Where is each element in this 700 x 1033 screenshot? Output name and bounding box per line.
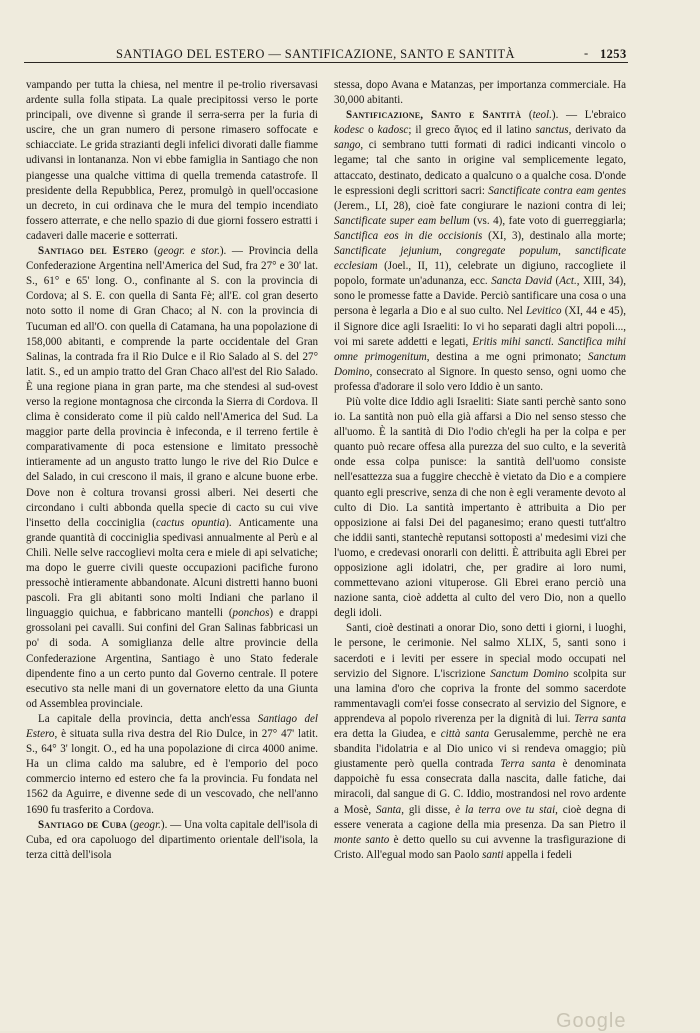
italic-text: Sanctificate contra eam gentes [488,184,626,197]
italic-text: Eritis mihi sancti. Sanctifica mihi omne primogenitum [334,335,626,363]
italic-text: Santa [376,803,402,816]
body-text: Gerusalemme, perchè ne era sbandita l'idolatria e al Dio unico vi si rendeva omaggio; più giustamente però quella contrada [334,728,626,771]
paragraph [26,244,318,712]
italic-text: geogr. e stor. [157,245,220,258]
italic-text: Sanctificate jejunium, congregate populum, sanctificate ecclesiam [334,245,626,273]
italic-text: Levitico [525,305,562,318]
body-text: , ci sembrano tutti formati di radici indicanti vincolo o legame; tal che santo in origine val semplicemente legato, attaccato, destinato, dedicato a qualcuno o a qualche cosa. D'onde le espressioni degli scrittori sacri: [334,139,626,197]
body-text: (Jerem., LI, 28), cioè fate congiurare le nazioni contra di lei; [334,199,626,212]
body-text: è detto quello su cui avvenne la trasfigurazione di Cristo. All'egual modo san Paolo [334,833,626,861]
italic-text: santi [482,848,504,861]
body-text: vampando per tutta la chiesa, nel mentre il pe-trolio riversavasi ardente sulla folla stipata. La quale precipitossi verso le porte principali, ove divenne sì grande il serra-serra per la furia di uscire, che un gran numero di persone rimasero soffocate e schiacciate. Le grida strazianti degli infelici divorati dalle fiamme udivansi in lontananza. Non vi ebbe famiglia in Santiago che non piangesse una qualche vittima di quella tremenda catastrofe. Il presidente della Repubblica, Perez, promulgò in quell'occasione un decreto, in cui ordinava che le mura del tempio incendiato fossero atterrate, e che nello spazio di due giorni fossero estratti i cadaveri dalle macerie e sotterrati. [26,79,318,242]
body-text: (vs. 4), fate voto di guerreggiarla; [469,214,626,227]
body-text: è denominata dappoichè fu essa consecrata dalla nascita, dalle fatiche, dai miracoli, dal sangue di G. C. Iddio, mostrandosi nel rovo ardente a Mosè, [334,758,626,816]
italic-text: Sanctificate super eam bellum [334,214,470,227]
italic-text: città santa [440,728,490,741]
body-text: ( [148,245,158,258]
italic-text: sanctus [535,124,569,137]
italic-text: Sanctum Domino [334,350,627,378]
entry-headword: Santificazione, Santo e Santità [346,109,522,122]
body-text: ). — Provincia della Confederazione Argentina nell'America del Sud, fra 27° e 30' lat. S., 61° e 65' long. O., confinante al S. con la provincia di Cordova; al S. E. con quella di Santa Fè; all'E. col gran deserto noto sotto il nome di Gran Chaco; al N. con la provincia di Tucuman ed all'O. con quella di Catamana, ha una popolazione di 158,000 abitanti, e comprende la parte occidentale del Gran Salinas, la contrada fra il Rio Dulce e il Rio Salado al S. del 27° latit. S., ed un ampio tratto del Gran Chaco all'est del Rio Salado. È una regione piana in gran parte, ma che stendesi al sud-ovest verso la regione montagnosa che circonda la Sierra di Cordova. Il clima è considerato come il più caldo nell'America del Sud. La maggior parte della provincia è infeconda, e il terreno fertile è comparativamente di poca estensione e limitato pressochè intieramente ad un angusto tratto lungo le rive del Rio Dulce e del Salado, in cui crescono il mais, il grano e alcune buone erbe. Dove non è coltura trovansi grossi alberi. Nei deserti che circondano i culti abbonda quella specie di cacto su cui vive l'insetto della cocciniglia ( [26,245,319,529]
body-text: , destina a me ogni primonato; [426,350,588,363]
body-text: Santi, cioè destinati a onorar Dio, sono detti i giorni, i luoghi, le persone, le cerimonie. Nel salmo XLIX, 5, santi sono i sacerdoti e i leviti per essere in special modo occupati nel servizio del Signore. L'iscrizione [334,622,626,680]
italic-text: Santiago del Estero [26,712,318,741]
body-text: , gli disse, [401,803,456,816]
running-dash: - [584,46,589,60]
paragraph [26,712,318,818]
body-text: , cioè degna di essere venerata a cagione della mia presenza. Da san Pietro il [334,803,626,831]
italic-text: Sancta David [491,275,552,288]
body-text: o [364,124,378,137]
body-text: (Joel., II, 11), celebrate un digiuno, raccogliete il popolo, formate un'adunanza, ecc. [334,260,626,288]
body-text: La capitale della provincia, detta anch'essa [38,712,258,725]
running-head [24,44,628,63]
entry-headword: Santiago de Cuba [38,818,128,831]
italic-text: monte santo [334,833,390,846]
running-title: SANTIAGO DEL ESTERO — SANTIFICAZIONE, SANTO E SANTITÀ [116,47,515,61]
body-text: ). — L'ebraico [551,109,626,122]
paragraph [334,395,626,621]
paragraph [26,78,318,244]
italic-text: sango [334,139,361,152]
body-text: , consecrato al Signore. In questo senso, ogni uomo che professa d'adorare il solo vero Iddio è un santo. [334,365,626,393]
body-text: stessa, dopo Avana e Matanzas, per importanza commerciale. Ha 30,000 abitanti. [334,79,626,107]
italic-text: kadosc [377,124,409,137]
paragraph [334,78,626,108]
italic-text: Sanctifica eos in die occisionis [334,229,483,242]
body-text: ( [521,109,533,122]
body-text: ( [127,818,134,831]
italic-text: è la terra ove tu stai [455,803,556,816]
italic-text: Act. [559,275,577,288]
paragraph [334,108,626,395]
body-text: (XI, 3), destinalo alla morte; [482,229,626,242]
body-text: ; il greco ἅγιος ed il latino [408,124,536,137]
text-column-left [26,78,318,863]
body-text: , XIII, 34), sono le promesse fatte a Davide. Perciò santificare una cosa o una persona è legarla a Dio e al suo culto. Nel [334,275,626,318]
body-text: , è situata sulla riva destra del Rio Dulce, in 27° 47' latit. S., 64° 3' longit. O., ed ha una popolazione di circa 4000 anime. Ha un clima caldo ma salubre, ed è l'emporio del poco commercio interno ed estero che fa la provincia. Fu fondata nel 1562 da Aguirre, e divenne sede di un vescovado, che nell'anno 1690 fu trasferito a Cordova. [26,728,318,816]
page-number: 1253 [600,47,627,61]
body-text: Più volte dice Iddio agli Israeliti: Siate santi perchè santo sono io. La santità non può ella già affarsi a Dio nel senso stesso che all'uomo. È la santità di Dio l'odio ch'egli ha per la colpa e per quanto può recare offesa alla purezza del suo culto, e la severità onde essa colpa punisce: la santità dell'uomo consiste nell'esattezza sua a fuggire checchè è vietato da Dio e a compiere quanto egli prescrive, senza di che non è egli veramente devoto al culto di Dio. La santità impertanto è attribuita a Dio per opposizione ai falsi Dei del paganesimo; erano questi tutt'altro che iddii santi, stantechè reputansi sottoposti a' medesimi vizi che l'uomo, e credevasi onorarli con delitti. È attribuita agli Ebrei per opposizione agli idolatri, che, per gradire ai loro numi, commettevano azioni vituperose. Gli Ebrei erano perciò una nazione santa, cioè addetta al culto del vero Dio, non a quello degli idoli. [334,395,626,620]
body-text: (XI, 44 e 45), il Signore dice agli Israeliti: Io vi ho separati dagli altri popoli..., voi mi sarete addetti e legati, [334,305,626,348]
google-watermark: Google [556,1010,627,1032]
italic-text: Sanctum Domino [490,667,569,680]
italic-text: kodesc [334,124,365,137]
text-column-right [334,78,626,863]
body-text: scolpita sur una lamina d'oro che copriva la fronte del sommo sacerdote rammentavagli com'ei fosse consecrato al servizio del Signore, e apprendeva al popolo riverenza per la dignità di lui. [334,667,626,725]
body-text: appella i fedeli [503,848,572,861]
paragraph [26,818,318,863]
body-text: ). — Una volta capitale dell'isola di Cuba, ed ora capoluogo del dipartimento orientale dell'isola, la terza città dell'isola [26,818,318,861]
body-text: ). Anticamente una grande quantità di cocciniglia spedivasi annualmente al Perù e al Chilì. Nelle selve raccoglievi molta cera e miele di api selvatiche; ma dopo le guerre civili queste occupazioni pacifiche furono pressochè intieramente abbandonate. Alcuni distretti hanno buoni pascoli. Fra gli abitanti sono molti Indiani che parlano il linguaggio quichua, e fabbricano mantelli ( [26,516,318,620]
body-text: ) e drappi grossolani pei cavalli. Sui confini del Gran Salinas fabbricasi un po' di soda. A somiglianza delle altre provincie della Confederazione Argentina, Santiago è uno Stato federale dipendente fino a un certo punto dal Governo centrale. Il potere esecutivo sta nelle mani di un governatore eletto da una Giunta od Assemblea provinciale. [26,607,318,710]
italic-text: Terra santa [500,758,556,771]
entry-headword: Santiago del Estero [38,245,149,258]
italic-text: ponchos [232,607,270,620]
italic-text: Terra santa [574,712,626,725]
body-text: era detta la Giudea, e [334,728,441,741]
body-text: ( [551,275,560,288]
body-text: , derivato da [568,124,627,137]
italic-text: teol. [532,109,552,122]
italic-text: cactus opuntia [155,516,226,529]
paragraph [334,621,626,863]
italic-text: geogr. [133,818,161,831]
